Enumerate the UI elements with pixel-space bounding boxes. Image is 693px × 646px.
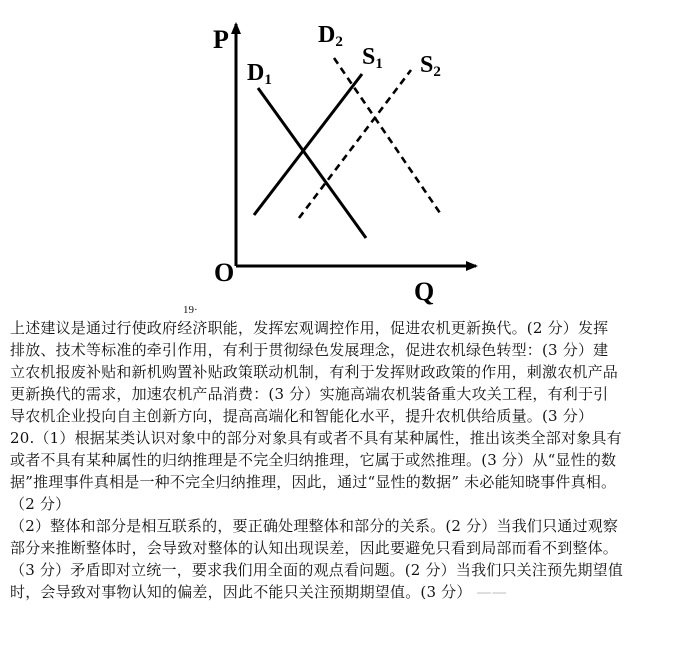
text-line: （2）整体和部分是相互联系的，要正确处理整体和部分的关系。(2 分）当我们只通过观察: [10, 517, 619, 535]
label-s1-sub: 1: [375, 56, 383, 72]
trailing-mark: ——: [476, 583, 507, 601]
label-s2: [420, 52, 441, 80]
axis-y-label: P: [213, 25, 229, 54]
label-s2-sub: 2: [433, 64, 441, 80]
label-s1: [362, 44, 383, 72]
label-d2: [318, 22, 343, 50]
label-d1-sub: 1: [264, 72, 272, 88]
origin-label: O: [214, 258, 235, 287]
text-line: 据”推理事件真相是一种不完全归纳推理，因此，通过“显性的数据” 未必能知晓事件真相。: [10, 473, 617, 491]
text-line: 立农机报废补贴和新机购置补贴政策联动机制，有利于发挥财政政策的作用，刺激农机产品: [10, 363, 619, 381]
label-d2-name: D: [318, 22, 336, 48]
question-number-19: 19·: [183, 304, 198, 316]
text-line: [10, 581, 690, 603]
text-line: 部分来推断整体时，会导致对整体的认知出现误差，因此要避免只看到局部而看不到整体。: [10, 539, 619, 557]
supply-curve-s2: [299, 70, 411, 218]
text-line: 20.（1）根据某类认识对象中的部分对象具有或者不具有某种属性，推出该类全部对象具有: [10, 429, 622, 447]
demand-curve-d2: [334, 58, 440, 213]
supply-demand-diagram: [0, 0, 693, 312]
answer-text: [10, 317, 690, 603]
text-line: （2 分）: [10, 495, 71, 513]
supply-curve-s1: [254, 74, 362, 215]
axis-x-label: Q: [414, 277, 435, 306]
text-line: 导农机企业投向自主创新方向，提高高端化和智能化水平，提升农机供给质量。(3 分）: [10, 407, 594, 425]
text-line: 或者不具有某种属性的归纳推理是不完全归纳推理，它属于或然推理。(3 分）从“显性的数: [10, 451, 617, 469]
label-d1: [247, 60, 272, 88]
label-s1-name: S: [362, 44, 376, 70]
text-line-last: 时，会导致对事物认知的偏差，因此不能只关注预期期望值。(3 分）: [10, 583, 472, 601]
demand-curve-d1: [258, 88, 366, 238]
text-line: 更新换代的需求，加速农机产品消费：(3 分）实施高端农机装备重大攻关工程，有利于引: [10, 385, 609, 403]
label-d1-name: D: [247, 60, 265, 86]
text-line: 排放、技术等标准的牵引作用，有利于贯彻绿色发展理念，促进农机绿色转型：(3 分）建: [10, 341, 609, 359]
text-line: （3 分）矛盾即对立统一，要求我们用全面的观点看问题。(2 分）当我们只关注预先期望值: [10, 561, 624, 579]
text-line: 上述建议是通过行使政府经济职能，发挥宏观调控作用，促进农机更新换代。(2 分）发挥: [10, 319, 609, 337]
label-d2-sub: 2: [335, 34, 343, 50]
label-s2-name: S: [420, 52, 434, 78]
